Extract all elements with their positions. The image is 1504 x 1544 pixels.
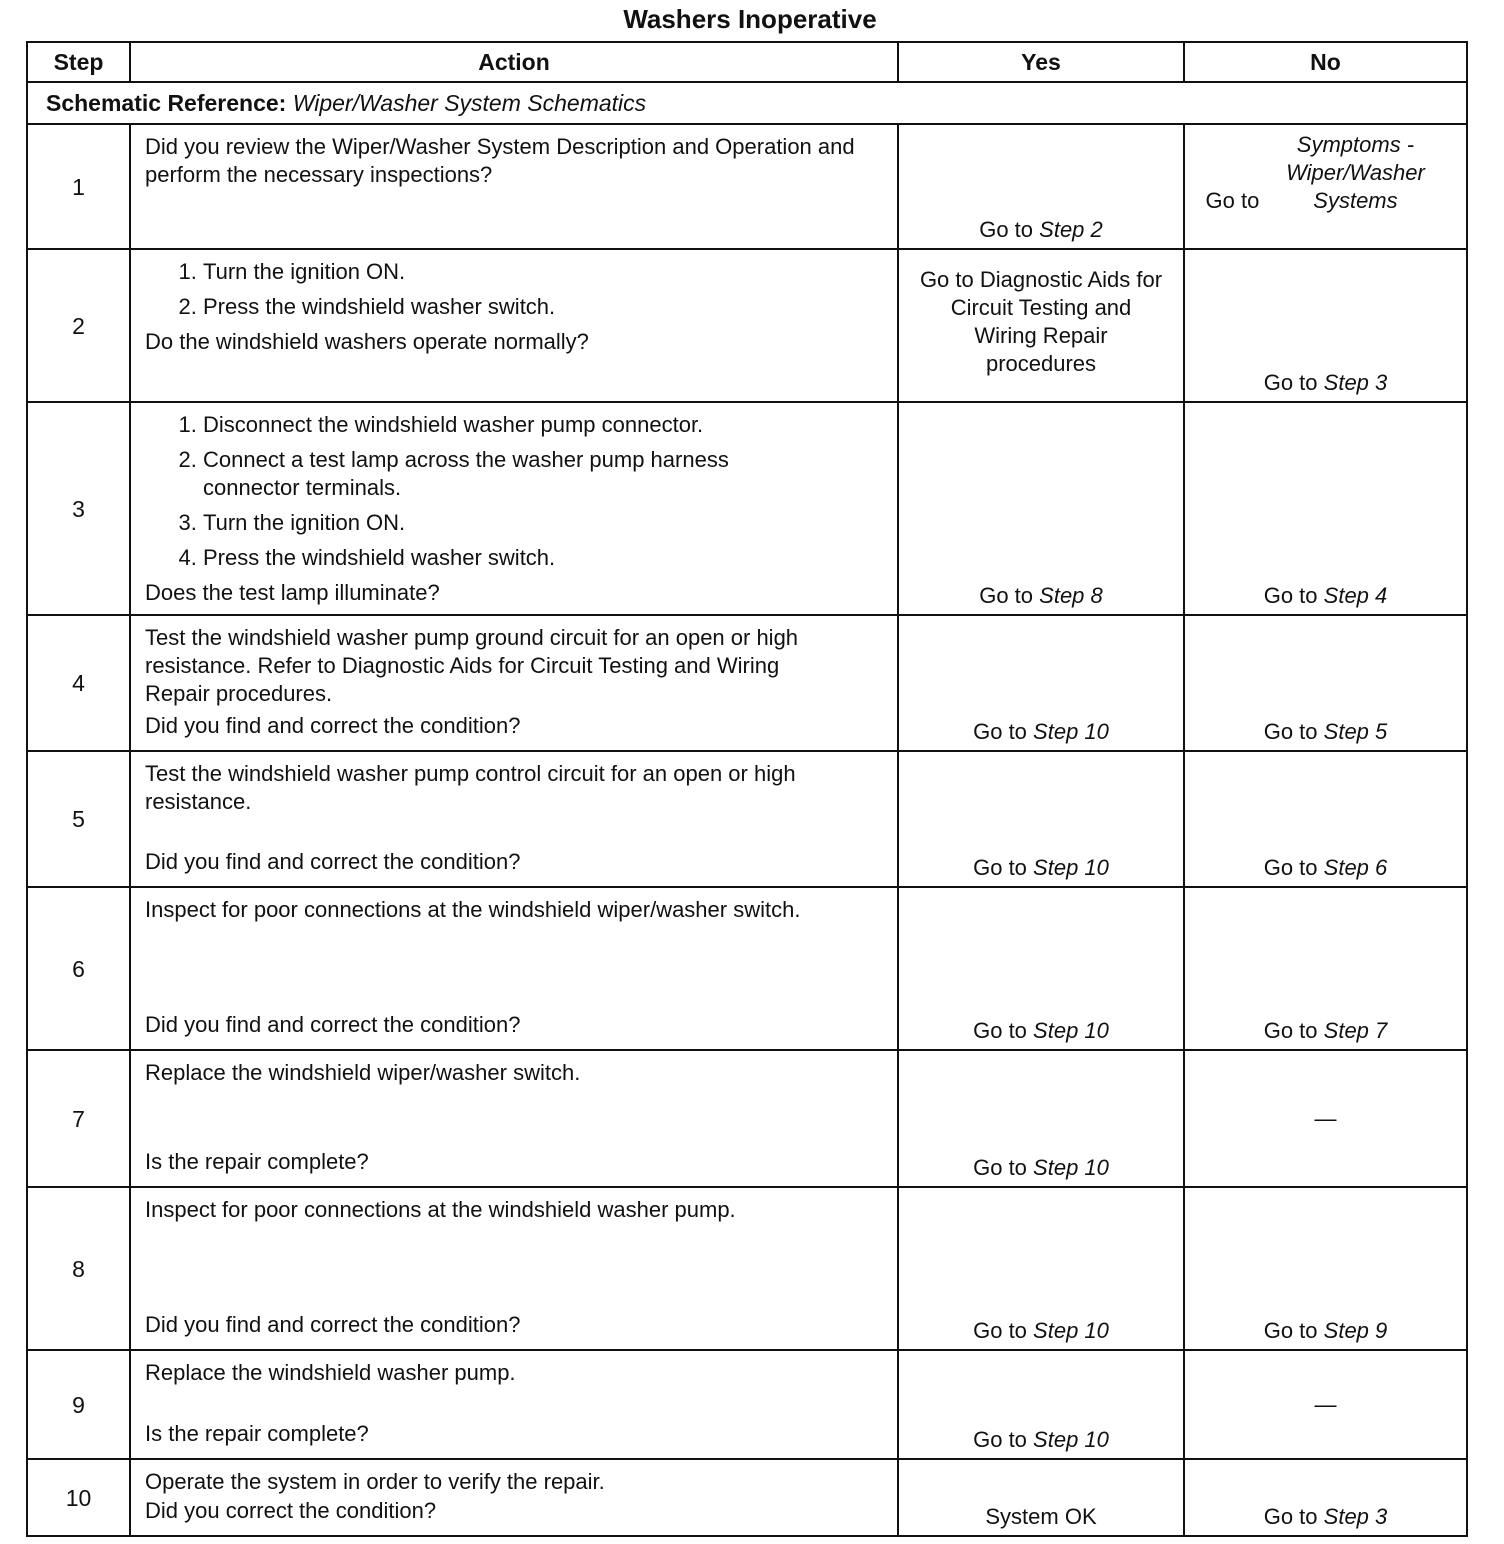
schematic-reference-label: Schematic Reference: <box>46 90 287 116</box>
action-step-item: 2. Press the windshield washer switch. <box>203 293 883 321</box>
table-header-row <box>27 42 1467 82</box>
action-question: Did you find and correct the condition? <box>145 1012 521 1037</box>
goto-prefix: Go to <box>1263 1018 1318 1043</box>
schematic-reference <box>27 82 1467 124</box>
table-row <box>27 751 1467 887</box>
goto-prefix: Go to <box>979 217 1034 242</box>
goto-prefix: Go to <box>1263 583 1318 608</box>
no-cell[interactable] <box>1184 751 1467 887</box>
step-number: 7 <box>27 1050 130 1187</box>
table-row <box>27 249 1467 402</box>
action-step-item: 1. Disconnect the windshield washer pump connector. <box>203 411 883 439</box>
no-cell[interactable] <box>1184 249 1467 402</box>
yes-cell[interactable] <box>898 402 1184 615</box>
goto-prefix: Go to <box>1263 719 1318 744</box>
table-row <box>27 402 1467 615</box>
yes-target[interactable]: Step 10 <box>1033 1427 1109 1452</box>
no-target[interactable]: Step 7 <box>1323 1018 1388 1043</box>
diagnostic-table <box>26 41 1468 1537</box>
action-question: Do the windshield washers operate normally? <box>145 329 589 354</box>
no-cell[interactable] <box>1184 402 1467 615</box>
action-question: Is the repair complete? <box>145 1421 369 1446</box>
no-target[interactable]: Step 5 <box>1323 719 1388 744</box>
no-target[interactable]: Step 3 <box>1323 1504 1388 1529</box>
page-title: Washers Inoperative <box>623 4 877 34</box>
action-question: Did you find and correct the condition? <box>145 1312 521 1337</box>
no-cell[interactable] <box>1184 1187 1467 1350</box>
yes-target[interactable]: Step 10 <box>1033 1018 1109 1043</box>
action-step-item: 4. Press the windshield washer switch. <box>203 544 883 572</box>
goto-prefix: Go to <box>1263 1504 1318 1529</box>
yes-cell[interactable] <box>898 249 1184 402</box>
goto-prefix: Go to <box>973 719 1027 744</box>
yes-cell[interactable] <box>898 1050 1184 1187</box>
action-question: Is the repair complete? <box>145 1149 369 1174</box>
goto-prefix: Go to <box>973 1318 1027 1343</box>
yes-text[interactable]: Go to Diagnostic Aids for Circuit Testing and Wiring Repair procedures <box>919 267 1163 376</box>
yes-target[interactable]: Step 10 <box>1033 1318 1109 1343</box>
step-number: 10 <box>27 1459 130 1536</box>
action-text: Replace the windshield wiper/washer switch. <box>145 1060 581 1085</box>
table-row <box>27 124 1467 249</box>
schematic-reference-row <box>27 82 1467 124</box>
yes-target[interactable]: Step 10 <box>1033 719 1109 744</box>
action-text: Test the windshield washer pump control circuit for an open or high resistance. <box>145 761 796 814</box>
no-target[interactable]: Step 3 <box>1323 370 1388 395</box>
action-text: Did you review the Wiper/Washer System Description and Operation and perform the necessary inspections? <box>145 134 855 187</box>
no-dash: — <box>1314 1391 1337 1417</box>
table-row <box>27 1350 1467 1459</box>
header-action: Action <box>130 42 898 82</box>
action-cell <box>130 1187 898 1350</box>
action-steps <box>145 411 883 572</box>
no-cell[interactable] <box>1184 887 1467 1050</box>
table-row <box>27 1050 1467 1187</box>
no-cell[interactable] <box>1184 124 1467 249</box>
step-number: 6 <box>27 887 130 1050</box>
yes-text[interactable]: System OK <box>985 1504 1097 1529</box>
goto-prefix: Go to <box>979 583 1034 608</box>
header-step: Step <box>27 42 130 82</box>
goto-prefix: Go to <box>1263 1318 1318 1343</box>
no-cell[interactable] <box>1184 1459 1467 1536</box>
table-row <box>27 1459 1467 1536</box>
yes-cell[interactable] <box>898 751 1184 887</box>
goto-prefix: Go to <box>973 1018 1027 1043</box>
action-text: Test the windshield washer pump ground circuit for an open or high resistance. Refer to Diagnostic Aids for Circuit Testing and Wiring Repair procedures. <box>145 625 799 706</box>
table-row <box>27 887 1467 1050</box>
action-cell <box>130 1350 898 1459</box>
yes-cell[interactable] <box>898 615 1184 751</box>
action-step-item: 1. Turn the ignition ON. <box>203 258 883 286</box>
goto-prefix: Go to <box>1263 855 1318 880</box>
action-text: Operate the system in order to verify the repair. <box>145 1469 605 1494</box>
yes-cell[interactable] <box>898 887 1184 1050</box>
no-cell <box>1184 1350 1467 1459</box>
action-text: Inspect for poor connections at the windshield washer pump. <box>145 1197 736 1222</box>
step-number: 8 <box>27 1187 130 1350</box>
table-row <box>27 1187 1467 1350</box>
action-cell <box>130 402 898 615</box>
yes-cell[interactable] <box>898 1459 1184 1536</box>
action-step-item: 2. Connect a test lamp across the washer pump harness connector terminals. <box>203 446 883 502</box>
action-cell <box>130 249 898 402</box>
no-target[interactable]: Symptoms - Wiper/Washer Systems <box>1286 132 1425 213</box>
step-number: 2 <box>27 249 130 402</box>
goto-prefix: Go to <box>1263 370 1318 395</box>
action-cell <box>130 751 898 887</box>
step-number: 4 <box>27 615 130 751</box>
action-cell <box>130 1050 898 1187</box>
action-cell <box>130 1459 898 1536</box>
no-target[interactable]: Step 6 <box>1323 855 1388 880</box>
action-cell <box>130 615 898 751</box>
no-target[interactable]: Step 9 <box>1323 1318 1388 1343</box>
yes-target[interactable]: Step 10 <box>1033 1155 1109 1180</box>
no-dash: — <box>1314 1105 1337 1131</box>
table-row <box>27 615 1467 751</box>
goto-prefix: Go to <box>973 855 1027 880</box>
no-cell[interactable] <box>1184 615 1467 751</box>
header-yes: Yes <box>898 42 1184 82</box>
action-cell <box>130 887 898 1050</box>
yes-target[interactable]: Step 8 <box>1039 583 1103 608</box>
header-no: No <box>1184 42 1467 82</box>
goto-prefix: Go to <box>1205 188 1260 213</box>
step-number: 9 <box>27 1350 130 1459</box>
no-target[interactable]: Step 4 <box>1323 583 1388 608</box>
yes-cell[interactable] <box>898 124 1184 249</box>
goto-prefix: Go to <box>973 1155 1027 1180</box>
goto-prefix: Go to <box>973 1427 1027 1452</box>
step-number: 1 <box>27 124 130 249</box>
no-cell <box>1184 1050 1467 1187</box>
yes-cell[interactable] <box>898 1350 1184 1459</box>
action-question: Does the test lamp illuminate? <box>145 580 440 605</box>
yes-cell[interactable] <box>898 1187 1184 1350</box>
action-text: Replace the windshield washer pump. <box>145 1360 516 1385</box>
action-steps <box>145 258 883 321</box>
schematic-reference-link[interactable]: Wiper/Washer System Schematics <box>292 90 647 116</box>
action-question: Did you correct the condition? <box>145 1498 437 1523</box>
action-text: Inspect for poor connections at the windshield wiper/washer switch. <box>145 897 801 922</box>
yes-target[interactable]: Step 10 <box>1033 855 1109 880</box>
action-step-item: 3. Turn the ignition ON. <box>203 509 883 537</box>
yes-target[interactable]: Step 2 <box>1039 217 1103 242</box>
action-question: Did you find and correct the condition? <box>145 713 521 738</box>
action-cell <box>130 124 898 249</box>
action-question: Did you find and correct the condition? <box>145 849 521 874</box>
step-number: 5 <box>27 751 130 887</box>
step-number: 3 <box>27 402 130 615</box>
